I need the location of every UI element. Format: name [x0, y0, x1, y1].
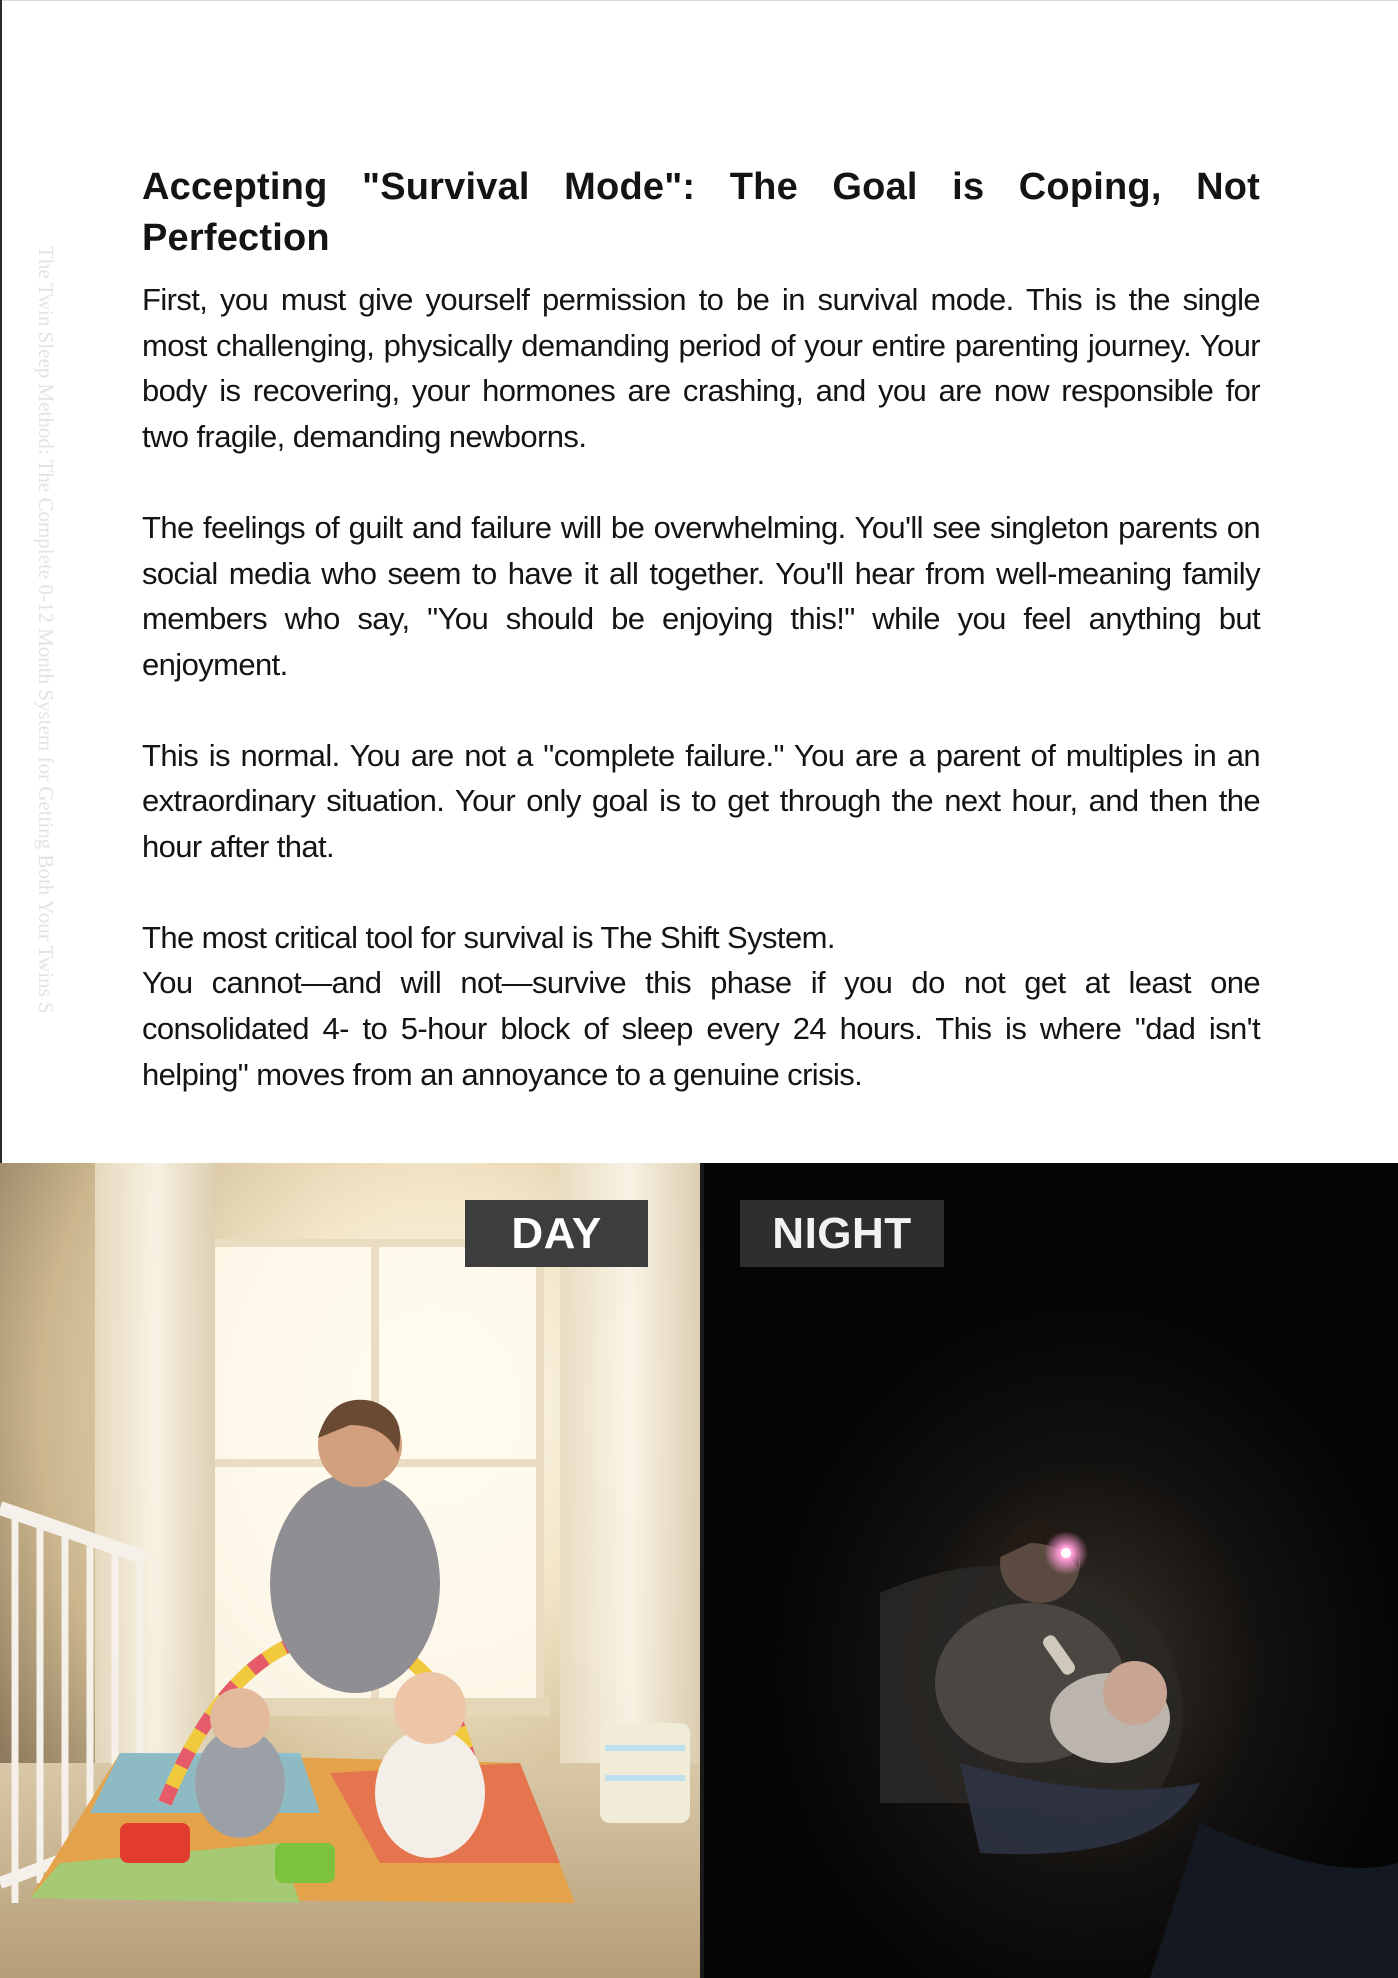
page-content: [142, 162, 1260, 1098]
page-left-edge: [0, 0, 2, 1163]
page-top-edge: [0, 0, 1398, 1]
paragraph-shift-intro: The most critical tool for survival is The Shift System.: [142, 919, 835, 955]
paragraph-shift-system: You cannot—and will not—survive this phase if you do not get at least one consolidated 4- to 5-hour block of sleep every 24 hours. This is where "dad isn't helping" moves from an annoyance to a genuine crisis.: [142, 965, 1260, 1092]
day-night-illustration: [0, 1163, 1398, 1978]
paragraph-permission: First, you must give yourself permission to be in survival mode. This is the single most challenging, physically demanding period of your entire parenting journey. Your body is recovering, your hormones are crashing, and you are now responsible for two fragile, demanding newborns.: [142, 282, 1260, 455]
paragraph-normal: This is normal. You are not a "complete failure." You are a parent of multiples in an extraordinary situation. Your only goal is to get through the next hour, and then the hour after that.: [142, 737, 1260, 865]
night-label: NIGHT: [740, 1200, 944, 1267]
day-night-image: [0, 1163, 1398, 1978]
vertical-book-title: The Twin Sleep Method: The Complete 0-12 Month System for Getting Both Your Twins S: [34, 246, 58, 1014]
paragraph-guilt: The feelings of guilt and failure will be overwhelming. You'll see singleton parents on social media who seem to have it all together. You'll hear from well-meaning family members who say, "You should be enjoying this!" while you feel anything but enjoyment.: [142, 509, 1260, 682]
section-heading: Accepting "Survival Mode": The Goal is Coping, Not Perfection: [142, 166, 1260, 259]
day-label: DAY: [465, 1200, 648, 1267]
